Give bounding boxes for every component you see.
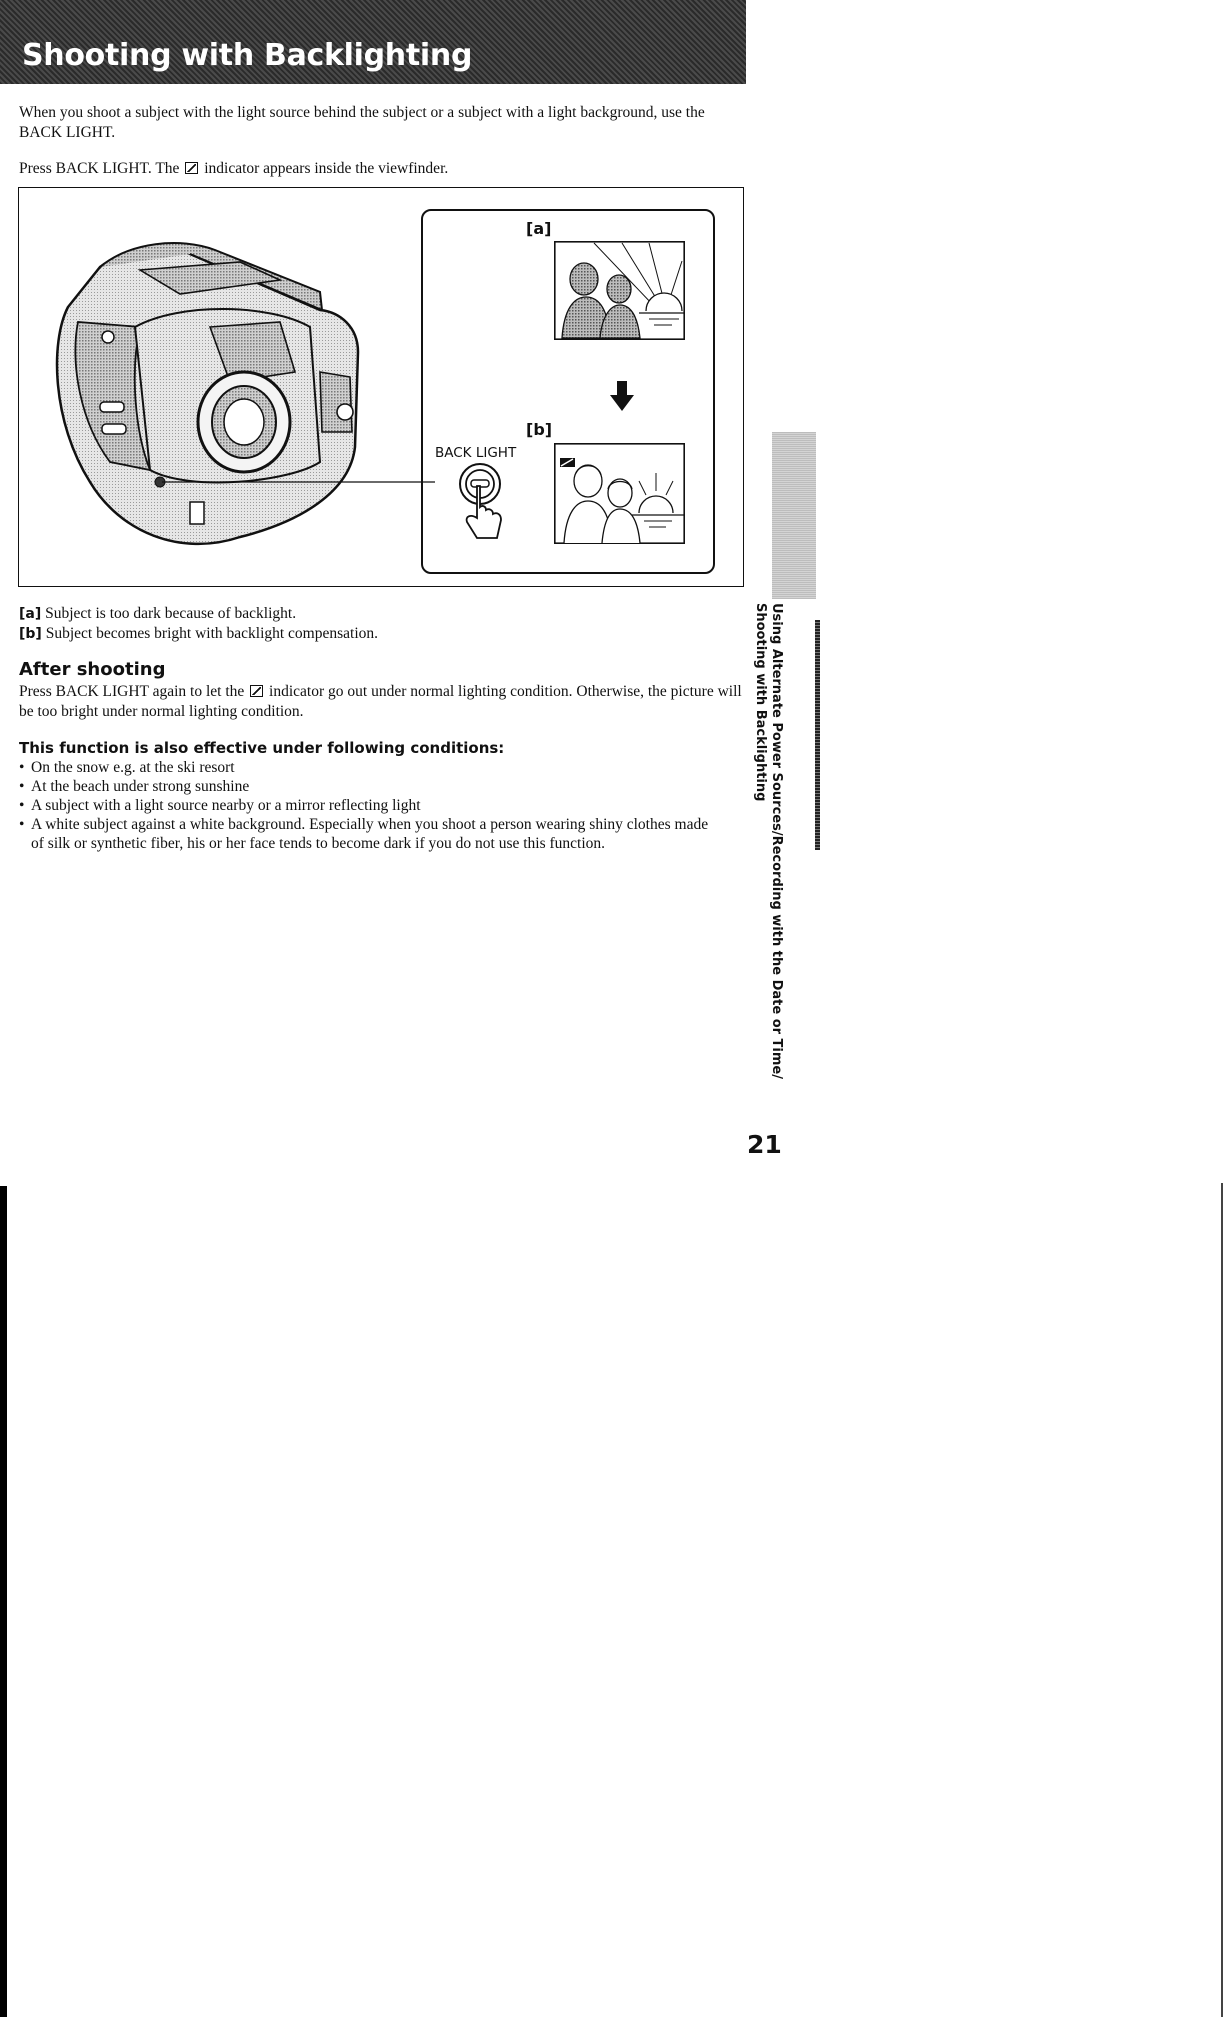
scan-edge-left: [0, 1186, 7, 2017]
backlight-button-label: BACK LIGHT: [435, 445, 517, 461]
caption-b-tag: [b]: [19, 626, 42, 642]
instruction-line: [19, 159, 448, 179]
figure-label-a: [a]: [526, 219, 552, 238]
instruction-text-after: indicator appears inside the viewfinder.: [204, 160, 449, 177]
viewfinder-image-dark: [554, 241, 685, 340]
after-shooting-text-after: indicator go out under normal lighting condition. Otherwise, the picture will be too bright under normal lighting condition.: [19, 683, 742, 720]
caption-a-text: Subject is too dark because of backlight.: [45, 605, 297, 622]
page-title: Shooting with Backlighting: [22, 38, 473, 73]
backlight-button-icon: [455, 462, 511, 546]
backlight-indicator-icon: [250, 685, 263, 697]
after-shooting-text-before: Press BACK LIGHT again to let the: [19, 683, 245, 700]
list-item: • A white subject against a white background. Especially when you shoot a person wearing shiny clothes made of silk or synthetic fiber, his or her face tends to become dark if you do not use this function.: [19, 815, 709, 853]
caption-b-text: Subject becomes bright with backlight compensation.: [45, 625, 379, 642]
caption-b: [19, 624, 378, 644]
list-item: • On the snow e.g. at the ski resort: [19, 758, 709, 777]
backlight-indicator-icon: [185, 162, 198, 174]
caption-a-tag: [a]: [19, 606, 42, 622]
camcorder-illustration: [40, 232, 440, 568]
side-label-line1: Using Alternate Power Sources/Recording with the Date or Time/: [769, 603, 784, 1079]
figure-label-b: [b]: [526, 420, 553, 439]
arrow-down-icon: [610, 381, 634, 411]
list-item: • At the beach under strong sunshine: [19, 777, 709, 796]
intro-paragraph: When you shoot a subject with the light source behind the subject or a subject with a light background, use the BACK LIGHT.: [19, 104, 705, 141]
side-section-label: [752, 603, 784, 1079]
section-edge-marker: [815, 620, 820, 850]
conditions-heading: This function is also effective under following conditions:: [19, 739, 505, 757]
list-item: • A subject with a light source nearby or a mirror reflecting light: [19, 796, 709, 815]
after-shooting-heading: After shooting: [19, 659, 166, 680]
after-shooting-text: [19, 682, 747, 722]
caption-a: [19, 604, 296, 624]
page-number: 21: [747, 1130, 782, 1159]
conditions-list: [19, 758, 709, 853]
side-label-line2: Shooting with Backlighting: [753, 603, 768, 802]
section-tab-marker: [772, 432, 816, 599]
viewfinder-image-bright: [554, 443, 685, 544]
instruction-text-before: Press BACK LIGHT. The: [19, 160, 180, 177]
scan-edge-right: [1221, 1183, 1223, 2017]
